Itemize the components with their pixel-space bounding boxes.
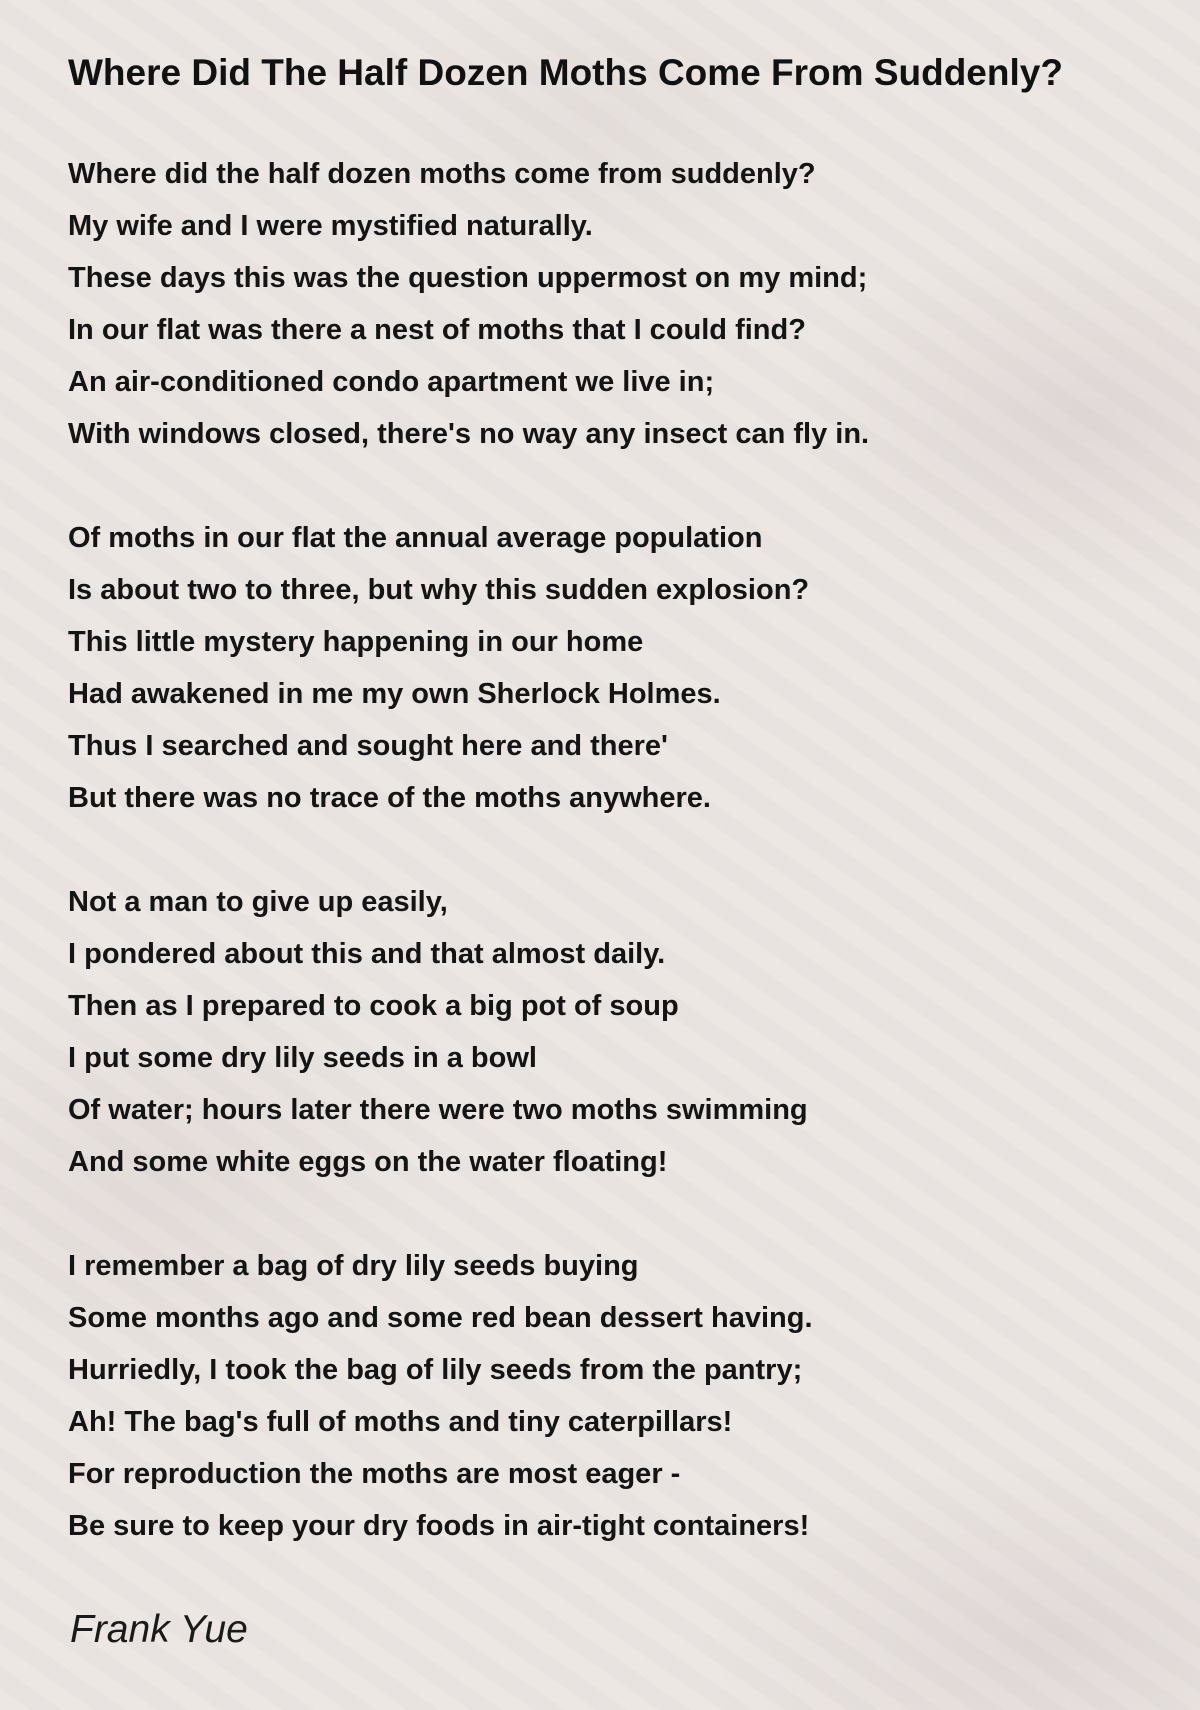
poem-line: I put some dry lily seeds in a bowl <box>68 1042 537 1074</box>
poem-line: Of water; hours later there were two moths swimming <box>68 1094 808 1126</box>
poem-line: I pondered about this and that almost daily. <box>68 938 666 970</box>
poem-line: Thus I searched and sought here and there' <box>68 730 668 762</box>
poem-line: I remember a bag of dry lily seeds buying <box>68 1250 639 1282</box>
poem-line: Be sure to keep your dry foods in air-tight containers! <box>68 1510 810 1542</box>
poem-line: Then as I prepared to cook a big pot of soup <box>68 990 679 1022</box>
poem-author: Frank Yue <box>70 1608 248 1651</box>
poem-line: Of moths in our flat the annual average population <box>68 522 763 554</box>
poem-line: With windows closed, there's no way any insect can fly in. <box>68 418 870 450</box>
poem-line: In our flat was there a nest of moths that I could find? <box>68 314 806 346</box>
stanza-3 <box>68 876 1178 1188</box>
stanza-1 <box>68 148 1178 460</box>
poem-line: My wife and I were mystified naturally. <box>68 210 593 242</box>
poem-body <box>68 148 1178 1604</box>
poem-line: Some months ago and some red bean dessert having. <box>68 1302 813 1334</box>
poem-line: These days this was the question uppermost on my mind; <box>68 262 868 294</box>
poem-line: Ah! The bag's full of moths and tiny caterpillars! <box>68 1406 733 1438</box>
poem-line: Is about two to three, but why this sudden explosion? <box>68 574 810 606</box>
poem-line: Had awakened in me my own Sherlock Holmes. <box>68 678 721 710</box>
poem-title: Where Did The Half Dozen Moths Come From Suddenly? <box>68 52 1063 93</box>
stanza-4 <box>68 1240 1178 1552</box>
poem-line: Where did the half dozen moths come from suddenly? <box>68 158 816 190</box>
stanza-2 <box>68 512 1178 824</box>
poem-line: This little mystery happening in our home <box>68 626 644 658</box>
poem-line: For reproduction the moths are most eager - <box>68 1458 681 1490</box>
poem-line: An air-conditioned condo apartment we live in; <box>68 366 715 398</box>
poem-line: Hurriedly, I took the bag of lily seeds from the pantry; <box>68 1354 803 1386</box>
poem-line: Not a man to give up easily, <box>68 886 448 918</box>
poem-line: But there was no trace of the moths anywhere. <box>68 782 711 814</box>
poem-line: And some white eggs on the water floating! <box>68 1146 668 1178</box>
